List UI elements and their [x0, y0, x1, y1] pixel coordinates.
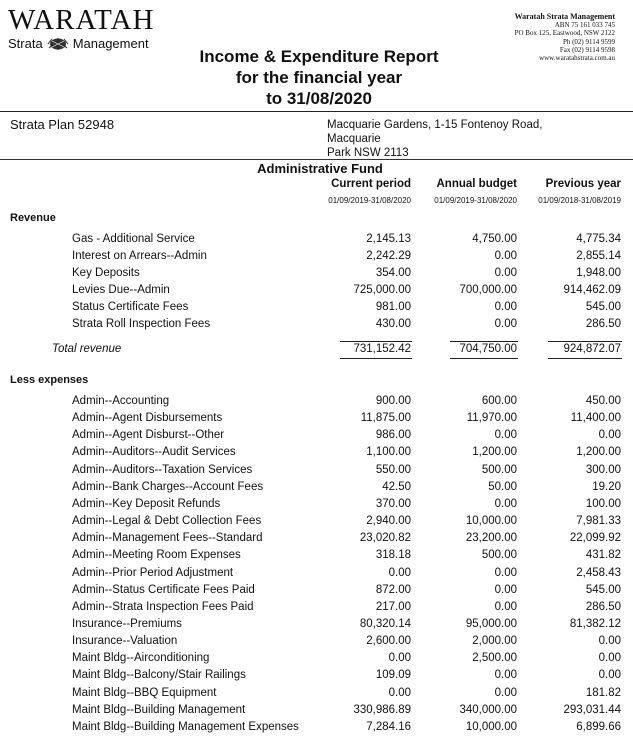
plan-divider — [0, 159, 633, 160]
column-header-previous: Previous year — [545, 178, 621, 190]
cell-budget: 0.00 — [494, 318, 517, 330]
expenses-heading: Less expenses — [10, 374, 89, 386]
cell-budget: 2,000.00 — [472, 635, 517, 648]
contact-fax: Fax (02) 9114 9598 — [559, 45, 615, 54]
contact-phone: Ph (02) 9114 9599 — [562, 37, 615, 46]
header-divider — [0, 111, 633, 112]
waratah-flower-icon — [46, 37, 70, 51]
expense-row — [0, 599, 633, 616]
cell-label: Levies Due--Admin — [72, 284, 170, 296]
cell-previous: 300.00 — [585, 463, 621, 476]
cell-previous: 545.00 — [585, 583, 621, 596]
column-range-budget: 01/09/2019-31/08/2020 — [434, 196, 517, 205]
expense-row — [0, 410, 633, 427]
cell-previous: 181.82 — [585, 686, 621, 699]
expense-row — [0, 685, 633, 702]
cell-label: Admin--Auditors--Audit Services — [72, 446, 236, 459]
cell-budget: 0.00 — [494, 429, 517, 442]
expense-row — [0, 702, 633, 719]
cell-current: 2,940.00 — [366, 515, 411, 528]
expense-row — [0, 393, 633, 410]
cell-budget: 23,200.00 — [465, 532, 517, 545]
cell-previous: 81,382.12 — [569, 617, 621, 630]
cell-previous: 0.00 — [598, 429, 621, 442]
cell-current: 2,242.29 — [366, 250, 411, 262]
cell-current: 80,320.14 — [359, 617, 411, 630]
total-underline-previous — [548, 358, 622, 359]
cell-current: 0.00 — [388, 652, 411, 665]
cell-current: 550.00 — [375, 463, 411, 476]
cell-label: Maint Bldg--BBQ Equipment — [72, 686, 217, 699]
cell-label: Admin--Auditors--Taxation Services — [72, 463, 253, 476]
logo-wordmark: WARATAH — [8, 4, 155, 36]
cell-previous: 0.00 — [598, 635, 621, 648]
cell-label: Admin--Strata Inspection Fees Paid — [72, 600, 254, 613]
cell-previous: 1,200.00 — [576, 446, 621, 459]
cell-label: Admin--Agent Disbursements — [72, 412, 223, 425]
cell-budget: 0.00 — [494, 250, 517, 262]
cell-budget: 340,000.00 — [459, 703, 517, 716]
report-title-line: to 31/08/2020 — [266, 89, 372, 108]
revenue-row — [0, 248, 633, 265]
cell-label: Strata Roll Inspection Fees — [72, 318, 211, 330]
cell-previous: 2,458.43 — [576, 566, 621, 579]
cell-label: Insurance--Premiums — [72, 617, 182, 630]
cell-current: 109.09 — [375, 669, 411, 682]
revenue-row — [0, 265, 633, 282]
cell-budget: 0.00 — [494, 566, 517, 579]
cell-current: 318.18 — [375, 549, 411, 562]
cell-budget: 10,000.00 — [465, 515, 517, 528]
cell-budget: 600.00 — [481, 395, 517, 407]
expense-row — [0, 650, 633, 667]
expense-row — [0, 582, 633, 599]
cell-previous: 0.00 — [598, 652, 621, 665]
cell-budget: 4,750.00 — [472, 233, 517, 245]
cell-current: 217.00 — [375, 600, 411, 613]
cell-current: 430.00 — [375, 318, 411, 330]
cell-previous: 914,462.09 — [563, 284, 621, 296]
cell-label: Admin--Agent Disburst--Other — [72, 429, 225, 442]
cell-previous: 545.00 — [585, 301, 621, 313]
cell-label: Admin--Status Certificate Fees Paid — [72, 583, 255, 596]
cell-budget: 0.00 — [494, 267, 517, 279]
cell-label: Admin--Legal & Debt Collection Fees — [72, 515, 262, 528]
cell-previous: 286.50 — [585, 600, 621, 613]
cell-previous: 22,099.92 — [569, 532, 621, 545]
total-revenue-previous: 924,872.07 — [563, 343, 621, 355]
expense-row — [0, 547, 633, 564]
cell-budget: 95,000.00 — [465, 617, 517, 630]
total-revenue-current: 731,152.42 — [353, 343, 411, 355]
total-underline-current — [340, 358, 412, 359]
report-title-line: Income & Expenditure Report — [199, 47, 439, 66]
cell-previous: 19.20 — [592, 480, 621, 493]
contact-block — [515, 13, 615, 62]
cell-previous: 100.00 — [585, 497, 621, 510]
cell-budget: 10,000.00 — [465, 720, 517, 733]
cell-label: Maint Bldg--Building Management — [72, 703, 246, 716]
cell-budget: 2,500.00 — [472, 652, 517, 665]
expense-row — [0, 462, 633, 479]
expense-row — [0, 496, 633, 513]
cell-label: Admin--Management Fees--Standard — [72, 532, 263, 545]
cell-current: 0.00 — [388, 686, 411, 699]
cell-current: 2,145.13 — [366, 233, 411, 245]
revenue-row — [0, 299, 633, 316]
expense-row — [0, 444, 633, 461]
cell-current: 330,986.89 — [353, 703, 411, 716]
cell-current: 900.00 — [375, 395, 411, 407]
cell-budget: 50.00 — [488, 480, 517, 493]
revenue-row — [0, 316, 633, 333]
cell-label: Key Deposits — [72, 267, 140, 279]
cell-current: 354.00 — [375, 267, 411, 279]
cell-label: Maint Bldg--Building Management Expenses — [72, 720, 299, 733]
cell-previous: 450.00 — [585, 395, 621, 407]
address-line: Macquarie Gardens, 1-15 Fontenoy Road, Macquarie — [327, 119, 543, 145]
cell-label: Gas - Additional Service — [72, 233, 195, 245]
cell-budget: 0.00 — [494, 600, 517, 613]
strata-plan: Strata Plan 52948 — [10, 117, 115, 132]
cell-budget: 0.00 — [494, 686, 517, 699]
cell-previous: 293,031.44 — [563, 703, 621, 716]
logo-sub-right: Management — [72, 36, 149, 51]
contact-website: www.waratahstrata.com.au — [539, 54, 615, 63]
cell-current: 7,284.16 — [366, 720, 411, 733]
cell-budget: 500.00 — [481, 549, 517, 562]
logo-sub-left: Strata — [8, 36, 43, 51]
cell-budget: 0.00 — [494, 497, 517, 510]
cell-budget: 500.00 — [481, 463, 517, 476]
cell-previous: 7,981.33 — [576, 515, 621, 528]
cell-label: Admin--Accounting — [72, 395, 170, 407]
expense-row — [0, 479, 633, 496]
column-header-current: Current period — [331, 178, 411, 190]
cell-current: 0.00 — [388, 566, 411, 579]
cell-budget: 1,200.00 — [472, 446, 517, 459]
expense-row — [0, 667, 633, 684]
revenue-row — [0, 231, 633, 248]
cell-label: Maint Bldg--Balcony/Stair Railings — [72, 669, 246, 682]
property-address — [327, 118, 597, 160]
cell-label: Admin--Bank Charges--Account Fees — [72, 480, 264, 493]
cell-budget: 0.00 — [494, 301, 517, 313]
cell-label: Admin--Meeting Room Expenses — [72, 549, 241, 562]
cell-current: 11,875.00 — [360, 412, 411, 425]
column-header-budget: Annual budget — [436, 178, 517, 190]
cell-label: Insurance--Valuation — [72, 635, 178, 648]
column-range-current: 01/09/2019-31/08/2020 — [328, 196, 411, 205]
cell-budget: 700,000.00 — [459, 284, 517, 296]
revenue-row — [0, 282, 633, 299]
cell-current: 725,000.00 — [353, 284, 411, 296]
cell-current: 42.50 — [382, 480, 411, 493]
expense-row — [0, 616, 633, 633]
cell-current: 872.00 — [375, 583, 411, 596]
cell-label: Interest on Arrears--Admin — [72, 250, 207, 262]
cell-previous: 2,855.14 — [576, 250, 621, 262]
total-underline-budget — [450, 358, 518, 359]
expense-row — [0, 530, 633, 547]
cell-current: 1,100.00 — [366, 446, 411, 459]
logo-subtitle — [8, 36, 149, 51]
cell-label: Admin--Key Deposit Refunds — [72, 497, 221, 510]
cell-current: 986.00 — [375, 429, 411, 442]
cell-label: Maint Bldg--Airconditioning — [72, 652, 210, 665]
column-range-previous: 01/09/2018-31/08/2019 — [538, 196, 621, 205]
cell-previous: 0.00 — [598, 669, 621, 682]
cell-budget: 0.00 — [494, 583, 517, 596]
cell-previous: 6,899.66 — [576, 720, 621, 733]
cell-previous: 11,400.00 — [570, 412, 621, 425]
revenue-heading: Revenue — [10, 212, 56, 224]
cell-current: 370.00 — [375, 497, 411, 510]
cell-previous: 1,948.00 — [576, 267, 621, 279]
cell-label: Admin--Prior Period Adjustment — [72, 566, 234, 579]
contact-abn: ABN 75 161 033 745 — [554, 21, 615, 30]
expense-row — [0, 565, 633, 582]
expense-row — [0, 513, 633, 530]
report-title-line: for the financial year — [235, 68, 403, 87]
contact-address: PO Box 125, Eastwood, NSW 2122 — [514, 29, 615, 38]
contact-company: Waratah Strata Management — [514, 12, 615, 21]
total-revenue-row — [0, 341, 633, 358]
cell-current: 23,020.82 — [359, 532, 411, 545]
expense-row — [0, 719, 633, 736]
total-revenue-label: Total revenue — [52, 343, 122, 355]
total-revenue-budget: 704,750.00 — [459, 343, 517, 355]
expense-row — [0, 633, 633, 650]
cell-budget: 0.00 — [494, 669, 517, 682]
expense-row — [0, 427, 633, 444]
cell-previous: 4,775.34 — [576, 233, 621, 245]
cell-current: 2,600.00 — [366, 635, 411, 648]
cell-previous: 431.82 — [585, 549, 621, 562]
cell-label: Status Certificate Fees — [72, 301, 189, 313]
cell-current: 981.00 — [375, 301, 411, 313]
cell-budget: 11,970.00 — [466, 412, 517, 425]
address-line: Park NSW 2113 — [327, 147, 409, 159]
cell-previous: 286.50 — [585, 318, 621, 330]
fund-title: Administrative Fund — [257, 161, 383, 176]
report-title — [190, 46, 448, 109]
